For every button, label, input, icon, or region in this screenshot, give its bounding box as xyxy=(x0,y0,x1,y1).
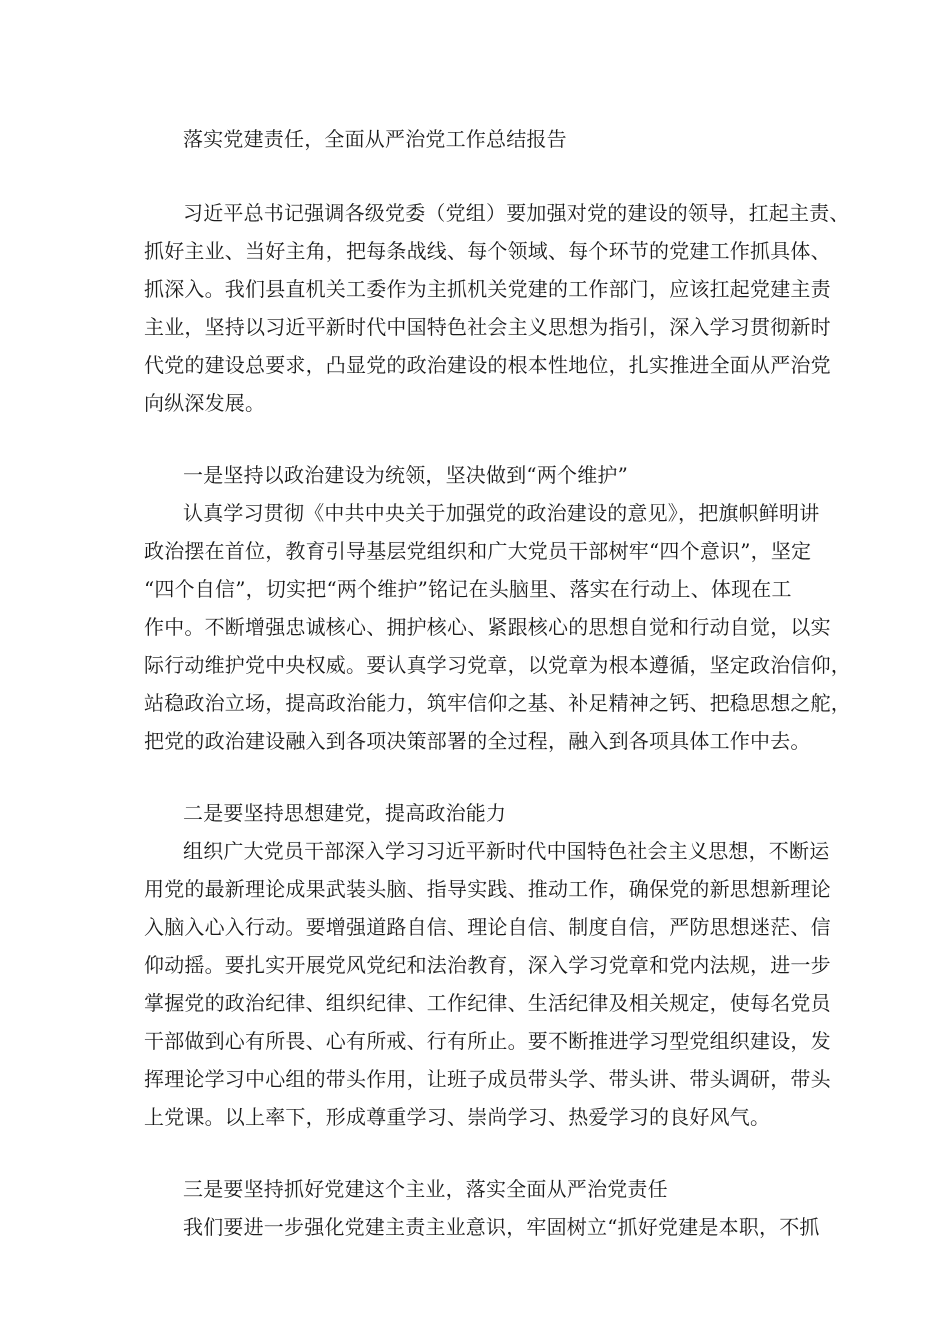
section2-line: 上党课。以上率下，形成尊重学习、崇尚学习、热爱学习的良好风气。 xyxy=(144,1105,771,1129)
section1-line: 政治摆在首位，教育引导基层党组织和广大党员干部树牢“四个意识”，坚定 xyxy=(144,539,812,563)
intro-line: 主业，坚持以习近平新时代中国特色社会主义思想为指引，深入学习贯彻新时 xyxy=(144,315,831,339)
section1-line: 际行动维护党中央权威。要认真学习党章，以党章为根本遵循，坚定政治信仰， xyxy=(144,653,851,677)
section1-line: “四个自信”，切实把“两个维护”铭记在头脑里、落实在行动上、体现在工 xyxy=(144,577,792,601)
section2-line: 挥理论学习中心组的带头作用，让班子成员带头学、带头讲、带头调研，带头 xyxy=(144,1067,831,1091)
intro-line: 抓好主业、当好主角，把每条战线、每个领域、每个环节的党建工作抓具体、 xyxy=(144,239,831,263)
intro-line: 代党的建设总要求，凸显党的政治建设的根本性地位，扎实推进全面从严治党 xyxy=(144,353,831,377)
section2-line: 掌握党的政治纪律、组织纪律、工作纪律、生活纪律及相关规定，使每名党员 xyxy=(144,991,831,1015)
intro-line: 向纵深发展。 xyxy=(144,391,266,415)
intro-line: 抓深入。我们县直机关工委作为主抓机关党建的工作部门，应该扛起党建主责 xyxy=(144,277,831,301)
intro-line: 习近平总书记强调各级党委（党组）要加强对党的建设的领导，扛起主责、 xyxy=(183,201,850,225)
section-heading-3: 三是要坚持抓好党建这个主业，落实全面从严治党责任 xyxy=(183,1177,668,1201)
section2-line: 组织广大党员干部深入学习习近平新时代中国特色社会主义思想，不断运 xyxy=(183,839,830,863)
section1-line: 把党的政治建设融入到各项决策部署的全过程，融入到各项具体工作中去。 xyxy=(144,729,811,753)
section3-line: 我们要进一步强化党建主责主业意识，牢固树立“抓好党建是本职，不抓 xyxy=(183,1215,820,1239)
section2-line: 入脑入心入行动。要增强道路自信、理论自信、制度自信，严防思想迷茫、信 xyxy=(144,915,831,939)
section2-line: 仰动摇。要扎实开展党风党纪和法治教育，深入学习党章和党内法规，进一步 xyxy=(144,953,831,977)
section-heading-1: 一是坚持以政治建设为统领，坚决做到“两个维护” xyxy=(183,463,629,487)
section2-line: 干部做到心有所畏、心有所戒、行有所止。要不断推进学习型党组织建设，发 xyxy=(144,1029,831,1053)
section1-line: 站稳政治立场，提高政治能力，筑牢信仰之基、补足精神之钙、把稳思想之舵， xyxy=(144,691,851,715)
section1-line: 认真学习贯彻《中共中央关于加强党的政治建设的意见》，把旗帜鲜明讲 xyxy=(183,501,820,525)
section1-line: 作中。不断增强忠诚核心、拥护核心、紧跟核心的思想自觉和行动自觉，以实 xyxy=(144,615,831,639)
section-heading-2: 二是要坚持思想建党，提高政治能力 xyxy=(183,801,507,825)
document-title: 落实党建责任，全面从严治党工作总结报告 xyxy=(183,127,567,151)
section2-line: 用党的最新理论成果武装头脑、指导实践、推动工作，确保党的新思想新理论 xyxy=(144,877,831,901)
